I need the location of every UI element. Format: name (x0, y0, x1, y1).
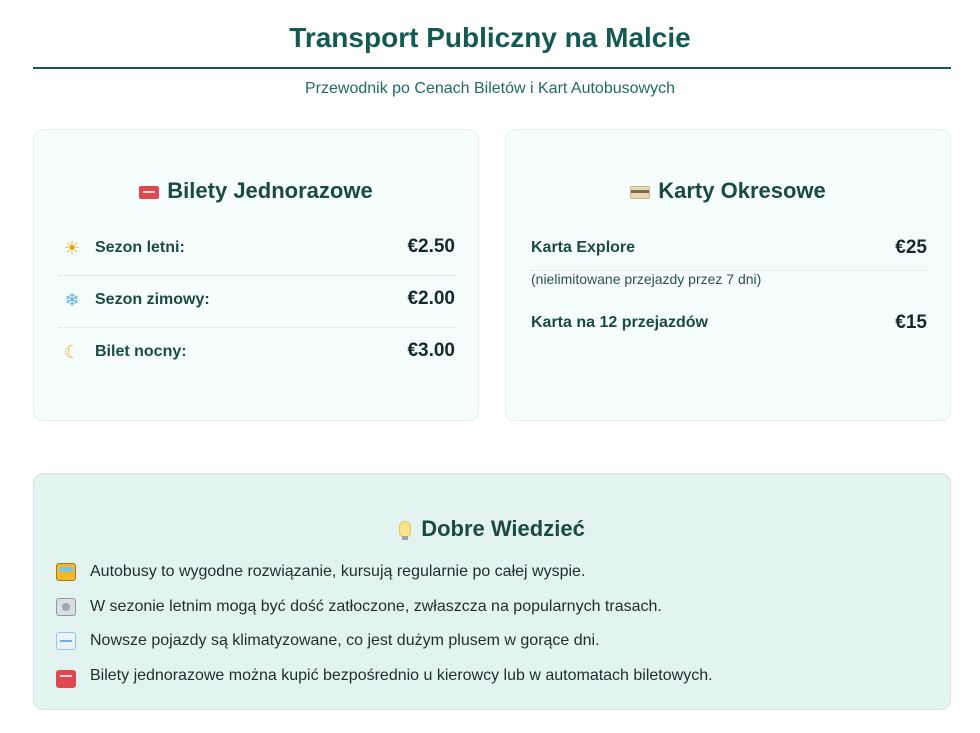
price-row-value: €2.50 (407, 236, 455, 257)
wind-icon (56, 632, 76, 650)
pass-name: Karta Explore (531, 239, 636, 256)
price-row-label: Bilet nocny: (95, 343, 187, 360)
page-subtitle: Przewodnik po Cenach Biletów i Kart Autobusowych (305, 80, 675, 97)
lightbulb-icon (399, 521, 411, 537)
single-tickets-heading-text: Bilety Jednorazowe (167, 178, 373, 203)
price-row-value: €2.00 (407, 288, 455, 309)
price-row-winter (59, 276, 455, 328)
price-row-night (59, 328, 455, 380)
price-row-label: Sezon letni: (95, 239, 185, 256)
price-row-label: Sezon zimowy: (95, 291, 210, 308)
title-divider (33, 67, 951, 69)
moon-icon: ☾ (63, 342, 81, 362)
page-title: Transport Publiczny na Malcie (289, 22, 691, 53)
sun-icon: ☀ (63, 238, 81, 258)
ticket-icon (139, 186, 159, 199)
tip-item (56, 665, 926, 689)
ticket-icon (56, 670, 76, 688)
credit-card-icon (630, 186, 650, 199)
passes-heading (506, 178, 950, 204)
good-to-know-box (33, 473, 951, 710)
tip-item (56, 596, 926, 620)
pass-note: (nielimitowane przejazdy przez 7 dni) (531, 271, 762, 287)
snowflake-icon: ❄ (64, 290, 80, 310)
single-tickets-heading (34, 178, 478, 204)
crowd-icon (56, 598, 76, 616)
pass-price: €15 (895, 312, 927, 333)
price-row-summer (59, 224, 455, 276)
tip-text: Bilety jednorazowe można kupić bezpośrednio u kierowcy lub w automatach biletowych. (90, 667, 713, 684)
tip-item (56, 630, 926, 654)
tip-item (56, 561, 926, 585)
good-to-know-heading-text: Dobre Wiedzieć (421, 516, 585, 541)
bus-icon (56, 563, 76, 581)
single-tickets-card (33, 129, 479, 421)
good-to-know-heading (34, 516, 950, 542)
price-row-value: €3.00 (407, 340, 455, 361)
passes-heading-text: Karty Okresowe (658, 178, 826, 203)
tip-text: W sezonie letnim mogą być dość zatłoczone, zwłaszcza na popularnych trasach. (90, 598, 662, 615)
pass-price: €25 (895, 237, 927, 258)
tip-text: Nowsze pojazdy są klimatyzowane, co jest dużym plusem w gorące dni. (90, 632, 600, 649)
pass-name: Karta na 12 przejazdów (531, 314, 708, 331)
tip-text: Autobusy to wygodne rozwiązanie, kursują regularnie po całej wyspie. (90, 563, 586, 580)
passes-card (505, 129, 951, 421)
